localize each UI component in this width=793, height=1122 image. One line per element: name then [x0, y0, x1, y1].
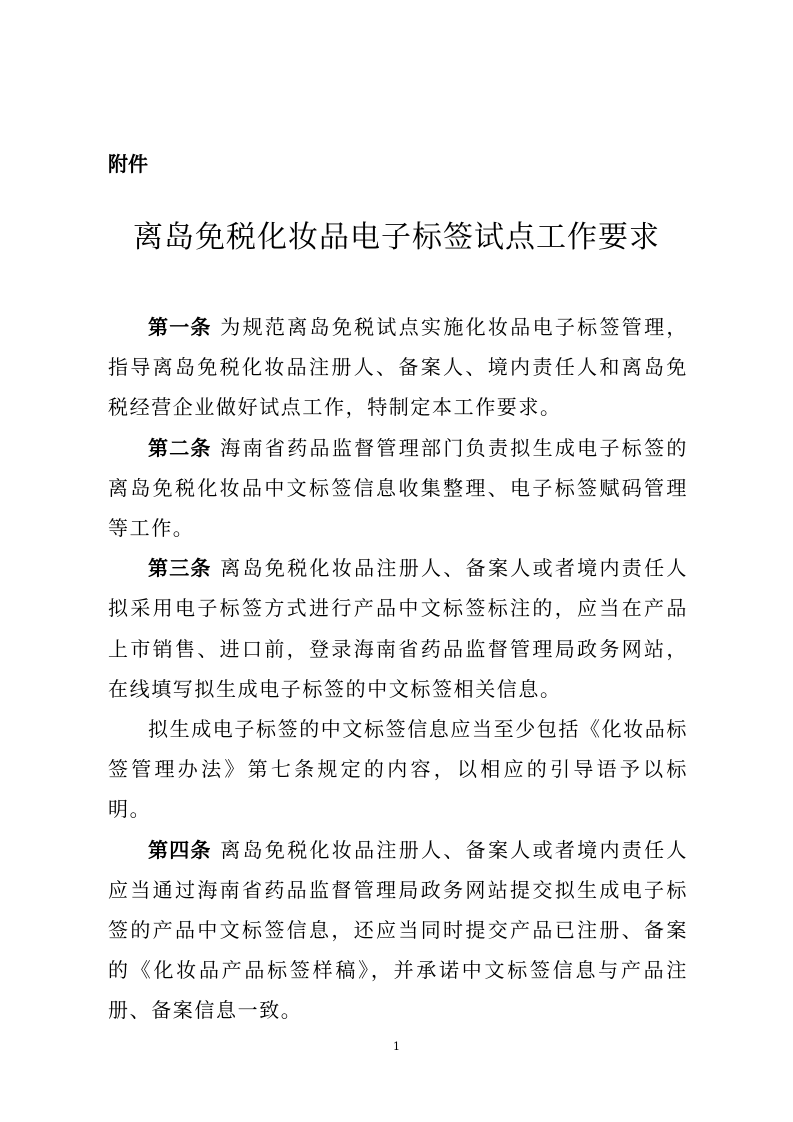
- page-number: 1: [393, 1040, 400, 1053]
- body-paragraph: [108, 709, 688, 830]
- article-text: 离岛免税化妆品注册人、备案人或者境内责任人拟采用电子标签方式进行产品中文标签标注的，应当在产品上市销售、进口前，登录海南省药品监督管理局政务网站，在线填写拟生成电子标签的中文标签相关信息。: [108, 556, 689, 701]
- document-title: 离岛免税化妆品电子标签试点工作要求: [133, 220, 660, 255]
- article-paragraph: [108, 307, 688, 428]
- document-body: [108, 307, 688, 1031]
- attachment-label: 附件: [108, 152, 148, 176]
- article-text: 为规范离岛免税试点实施化妆品电子标签管理，指导离岛免税化妆品注册人、备案人、境内责任人和离岛免税经营企业做好试点工作，特制定本工作要求。: [108, 315, 689, 420]
- article-text: 海南省药品监督管理部门负责拟生成电子标签的离岛免税化妆品中文标签信息收集整理、电子标签赋码管理等工作。: [108, 435, 689, 541]
- article-number: 第四条: [148, 837, 212, 862]
- article-number: 第二条: [148, 435, 212, 460]
- article-text: 离岛免税化妆品注册人、备案人或者境内责任人应当通过海南省药品监督管理局政务网站提交拟生成电子标签的产品中文标签信息，还应当同时提交产品已注册、备案的《化妆品产品标签样稿》，并承诺中文标签信息与产品注册、备案信息一致。: [108, 837, 689, 1023]
- article-paragraph: [108, 428, 688, 549]
- article-paragraph: [108, 830, 688, 1031]
- paragraph-text: 拟生成电子标签的中文标签信息应当至少包括《化妆品标签管理办法》第七条规定的内容，以相应的引导语予以标明。: [108, 717, 688, 822]
- article-number: 第一条: [148, 315, 212, 339]
- article-paragraph: [108, 548, 688, 709]
- article-number: 第三条: [148, 556, 212, 581]
